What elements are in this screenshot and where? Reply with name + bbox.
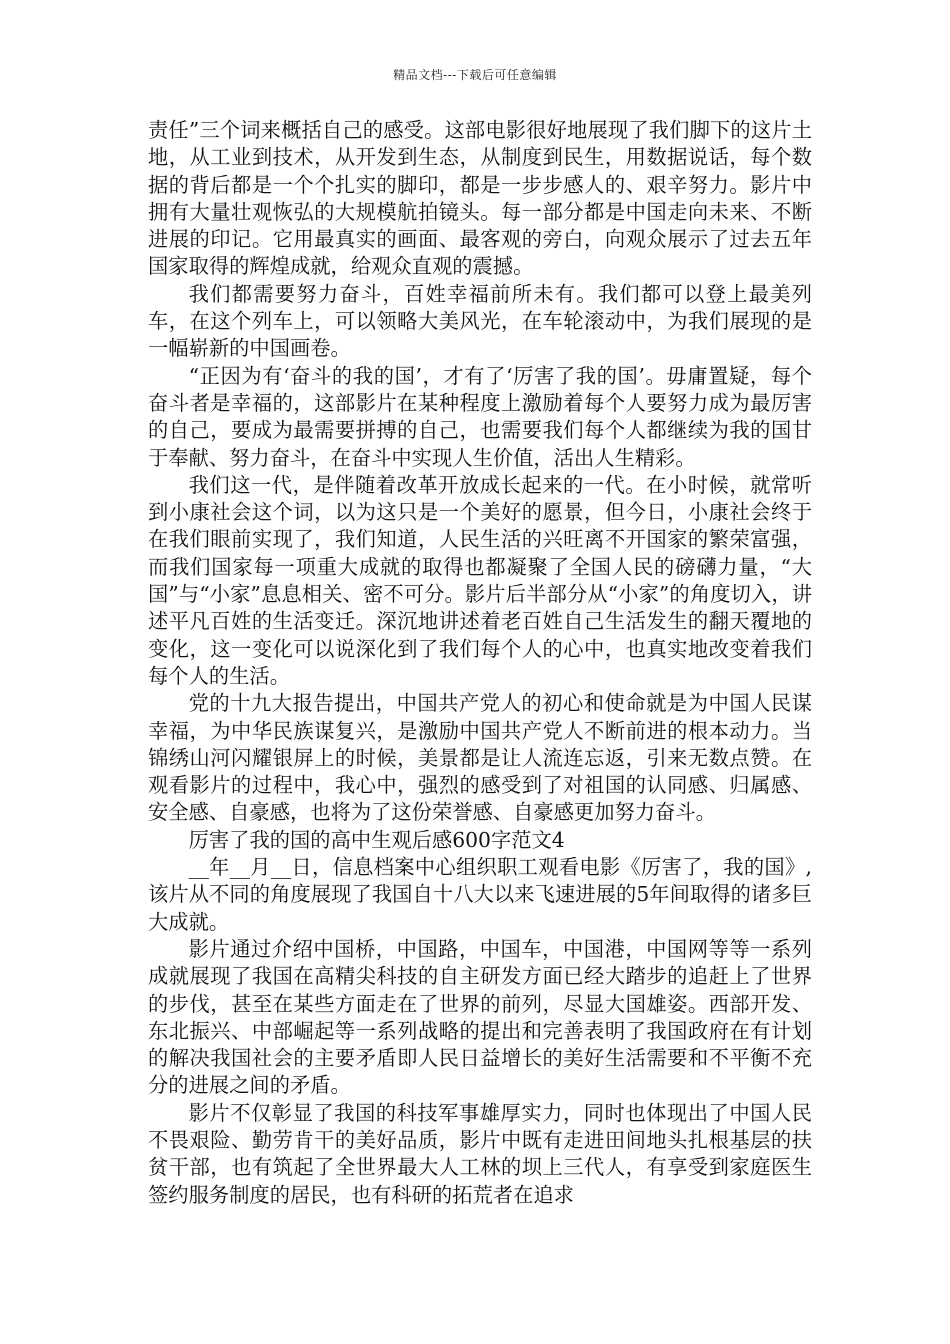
paragraph-8: 影片不仅彰显了我国的科技军事雄厚实力，同时也体现出了中国人民不畏艰险、勤劳肯干的美好品质，影片中既有走进田间地头扎根基层的扶贫干部，也有筑起了全世界最大人工林的坝上三代人，有享受到家庭医生签约服务制度的居民，也有科研的拓荒者在追求 — [148, 1100, 812, 1207]
document-body — [148, 117, 812, 1209]
paragraph-2: 我们都需要努力奋斗，百姓幸福前所未有。我们都可以登上最美列车，在这个列车上，可以领略大美风光，在车轮滚动中，为我们展现的是一幅崭新的中国画卷。 — [148, 281, 812, 361]
paragraph-3: “正因为有‘奋斗的我的国’，才有了‘厉害了我的国’。毋庸置疑，每个奋斗者是幸福的，这部影片在某种程度上激励着每个人要努力成为最厉害的自己，要成为最需要拼搏的自己，也需要我们每个人都继续为我的国甘于奉献、努力奋斗，在奋斗中实现人生价值，活出人生精彩。 — [148, 363, 812, 470]
page-header: 精品文档---下载后可任意编辑 — [393, 68, 557, 82]
paragraph-5: 党的十九大报告提出，中国共产党人的初心和使命就是为中国人民谋幸福，为中华民族谋复兴，是激励中国共产党人不断前进的根本动力。当锦绣山河闪耀银屏上的时候，美景都是让人流连忘返，引来无数点赞。在观看影片的过程中，我心中，强烈的感受到了对祖国的认同感、归属感、安全感、自豪感，也将为了这份荣誉感、自豪感更加努力奋斗。 — [148, 691, 812, 825]
paragraph-6: __年__月__日，信息档案中心组织职工观看电影《厉害了，我的国》,该片从不同的角度展现了我国自十八大以来飞速进展的5年间取得的诸多巨大成就。 — [148, 855, 812, 934]
section-heading: 厉害了我的国的高中生观后感600字范文4 — [188, 827, 565, 852]
paragraph-7: 影片通过介绍中国桥，中国路，中国车，中国港，中国网等等一系列成就展现了我国在高精尖科技的自主研发方面已经大踏步的追赶上了世界的步伐，甚至在某些方面走在了世界的前列，尽显大国雄姿。西部开发、东北振兴、中部崛起等一系列战略的提出和完善表明了我国政府在有计划的解决我国社会的主要矛盾即人民日益增长的美好生活需要和不平衡不充分的进展之间的矛盾。 — [148, 936, 812, 1098]
paragraph-1: 责任”三个词来概括自己的感受。这部电影很好地展现了我们脚下的这片土地，从工业到技术，从开发到生态，从制度到民生，用数据说话，每个数据的背后都是一个个扎实的脚印，都是一步步感人的、艰辛努力。影片中拥有大量壮观恢弘的大规模航拍镜头。每一部分都是中国走向未来、不断进展的印记。它用最真实的画面、最客观的旁白，向观众展示了过去五年国家取得的辉煌成就，给观众直观的震撼。 — [148, 118, 812, 279]
paragraph-4: 我们这一代，是伴随着改革开放成长起来的一代。在小时候，就常听到小康社会这个词，以为这只是一个美好的愿景，但今日，小康社会终于在我们眼前实现了，我们知道，人民生活的兴旺离不开国家的繁荣富强，而我们国家每一项重大成就的取得也都凝聚了全国人民的磅礴力量，“大国”与“小家”息息相关、密不可分。影片后半部分从“小家”的角度切入，讲述平凡百姓的生活变迁。深沉地讲述着老百姓自己生活发生的翻天覆地的变化，这一变化可以说深化到了我们每个人的心中，也真实地改变着我们每个人的生活。 — [148, 472, 812, 688]
